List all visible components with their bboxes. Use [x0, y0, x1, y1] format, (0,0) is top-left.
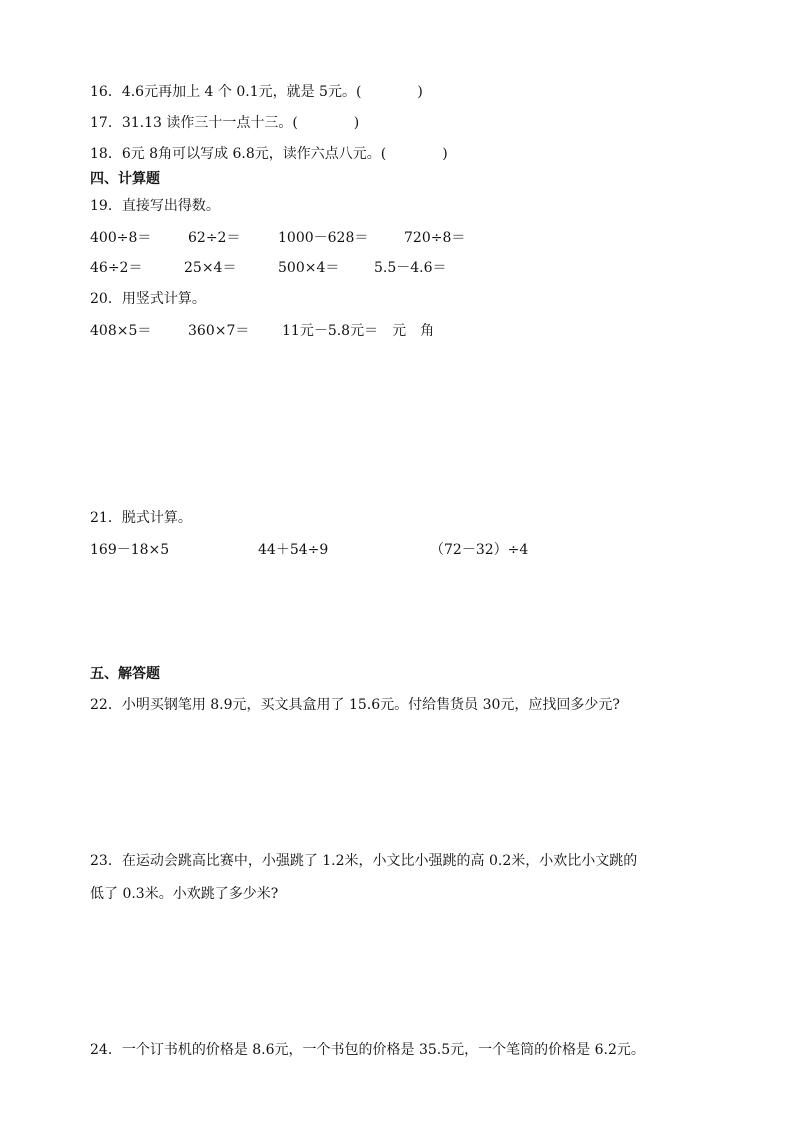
q20-item: 360×7＝	[188, 323, 250, 339]
q19-item: 25×4＝	[184, 260, 237, 276]
question-20-prompt: 20．用竖式计算。	[90, 291, 206, 307]
q19-item: 1000－628＝	[278, 230, 369, 246]
section-title-calculation: 四、计算题	[90, 171, 160, 187]
q21-item: 169－18×5	[90, 542, 170, 558]
question-23-line-2: 低了 0.3米。小欢跳了多少米?	[90, 886, 279, 902]
question-24: 24．一个订书机的价格是 8.6元，一个书包的价格是 35.5元，一个笔筒的价格是 6.2元。	[90, 1042, 645, 1058]
q20-item: 408×5＝	[90, 323, 152, 339]
q19-item: 46÷2＝	[90, 260, 143, 276]
question-16: 16．4.6元再加上 4 个 0.1元，就是 5元。( )	[90, 84, 423, 100]
question-19-prompt: 19．直接写出得数。	[90, 198, 220, 214]
q20-item: 11元－5.8元＝ 元 角	[282, 323, 435, 339]
q19-item: 720÷8＝	[404, 230, 466, 246]
section-title-word-problems: 五、解答题	[90, 666, 160, 682]
q19-item: 62÷2＝	[188, 230, 241, 246]
q21-item: （72－32）÷4	[430, 542, 529, 558]
question-22: 22．小明买钢笔用 8.9元，买文具盒用了 15.6元。付给售货员 30元，应找回多少元?	[90, 697, 620, 713]
question-21-prompt: 21．脱式计算。	[90, 510, 192, 526]
question-23-line-1: 23．在运动会跳高比赛中，小强跳了 1.2米，小文比小强跳的高 0.2米，小欢比小文跳的	[90, 853, 638, 869]
q19-item: 500×4＝	[278, 260, 340, 276]
question-17: 17．31.13 读作三十一点十三。( )	[90, 115, 360, 131]
q19-item: 400÷8＝	[90, 230, 152, 246]
q19-item: 5.5－4.6＝	[374, 260, 447, 276]
q21-item: 44＋54÷9	[258, 542, 329, 558]
question-18: 18．6元 8角可以写成 6.8元，读作六点八元。( )	[90, 146, 448, 162]
